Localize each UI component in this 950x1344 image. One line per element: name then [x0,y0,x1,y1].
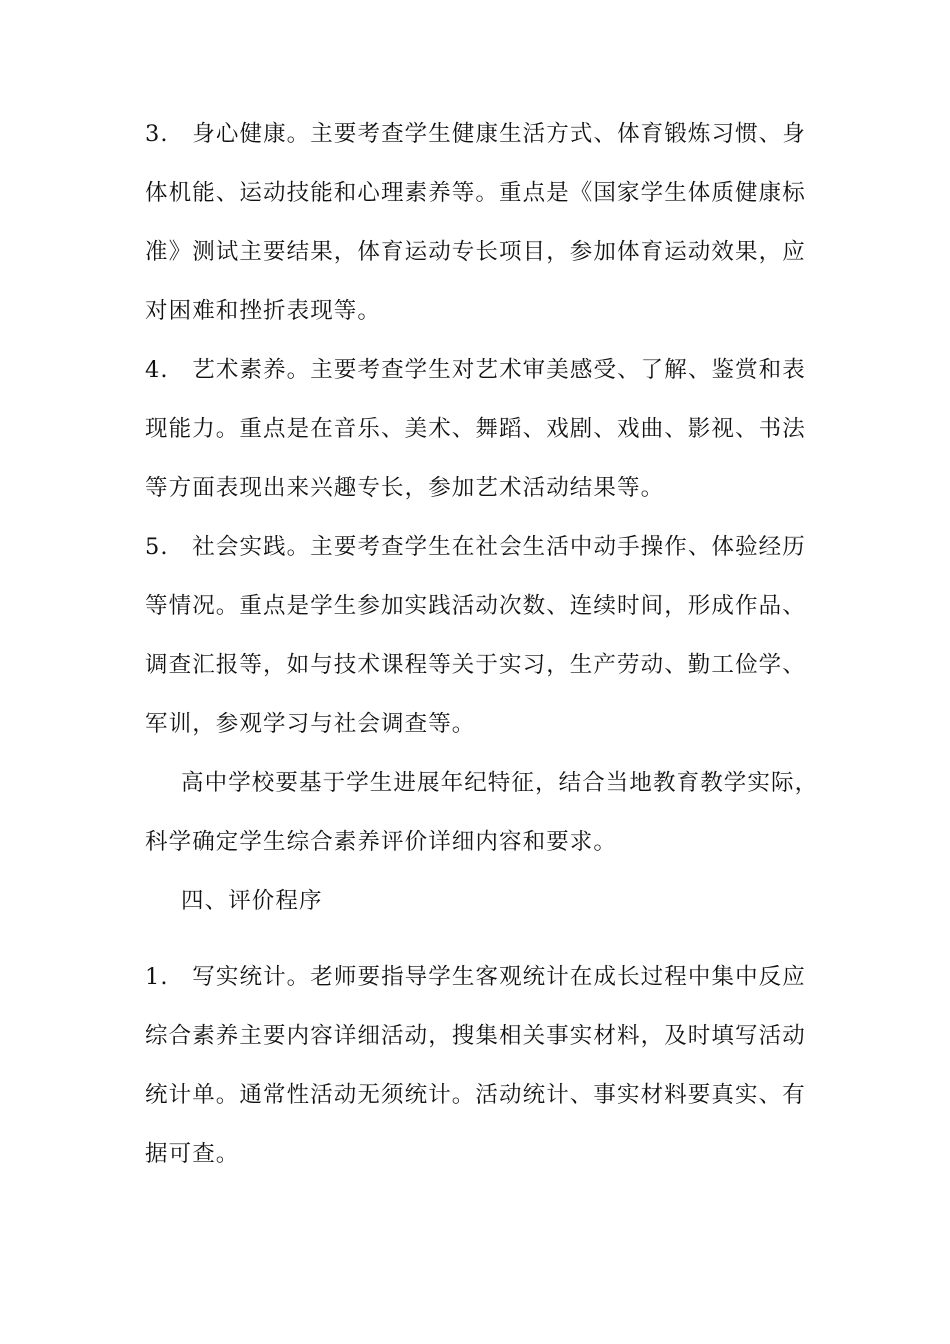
text-line: 4. 艺术素养。主要考查学生对艺术审美感受、了解、鉴赏和表 [145,357,806,383]
section-heading: 四、评价程序 [181,888,323,914]
text-line: 体机能、运动技能和心理素养等。重点是《国家学生体质健康标 [145,180,806,206]
text-line: 据可查。 [145,1141,240,1167]
text-line: 对困难和挫折表现等。 [145,298,382,324]
text-line: 高中学校要基于学生进展年纪特征，结合当地教育教学实际， [181,770,819,796]
text-line: 现能力。重点是在音乐、美术、舞蹈、戏剧、戏曲、影视、书法 [145,416,806,442]
text-line: 准》测试主要结果，体育运动专长项目，参加体育运动效果，应 [145,239,806,265]
text-line: 统计单。通常性活动无须统计。活动统计、事实材料要真实、有 [145,1082,806,1108]
text-line: 1. 写实统计。老师要指导学生客观统计在成长过程中集中反应 [145,964,806,990]
text-line: 综合素养主要内容详细活动，搜集相关事实材料，及时填写活动 [145,1023,806,1049]
text-line: 科学确定学生综合素养评价详细内容和要求。 [145,829,618,855]
text-line: 等方面表现出来兴趣专长，参加艺术活动结果等。 [145,475,665,501]
text-line: 5. 社会实践。主要考查学生在社会生活中动手操作、体验经历 [145,534,806,560]
text-line: 调查汇报等，如与技术课程等关于实习，生产劳动、勤工俭学、 [145,652,806,678]
text-line: 等情况。重点是学生参加实践活动次数、连续时间，形成作品、 [145,593,806,619]
text-line: 军训，参观学习与社会调查等。 [145,711,476,737]
text-line: 3. 身心健康。主要考查学生健康生活方式、体育锻炼习惯、身 [145,121,806,147]
